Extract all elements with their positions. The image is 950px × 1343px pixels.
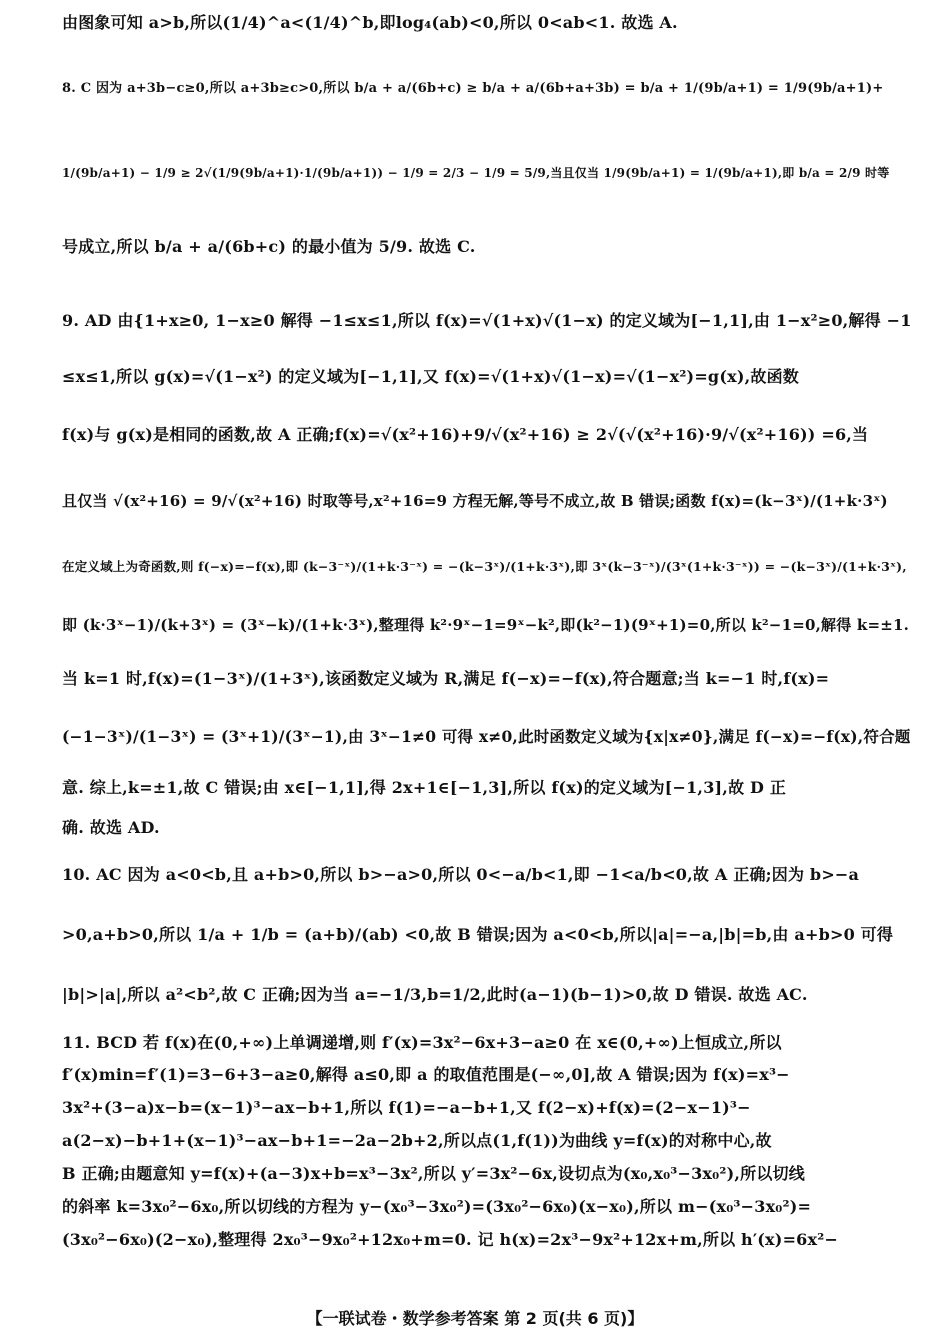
text-line: 8. C 因为 a+3b−c≥0,所以 a+3b≥c>0,所以 b/a + a/(6b+c) ≥ b/a + a/(6b+a+3b) = b/a + 1/(9b/a+1) = 1/9(9b/a+1)+ — [62, 81, 884, 96]
text-line: 3x²+(3−a)x−b=(x−1)³−ax−b+1,所以 f(1)=−a−b+1,又 f(2−x)+f(x)=(2−x−1)³− — [62, 1098, 751, 1117]
text-line: 当 k=1 时,f(x)=(1−3ˣ)/(1+3ˣ),该函数定义域为 R,满足 f(−x)=−f(x),符合题意;当 k=−1 时,f(x)= — [62, 669, 830, 688]
text-line: 10. AC 因为 a<0<b,且 a+b>0,所以 b>−a>0,所以 0<−a/b<1,即 −1<a/b<0,故 A 正确;因为 b>−a — [62, 865, 860, 884]
text-line: 9. AD 由{1+x≥0, 1−x≥0 解得 −1≤x≤1,所以 f(x)=√(1+x)√(1−x) 的定义域为[−1,1],由 1−x²≥0,解得 −1 — [62, 311, 912, 330]
text-line: (−1−3ˣ)/(1−3ˣ) = (3ˣ+1)/(3ˣ−1),由 3ˣ−1≠0 可得 x≠0,此时函数定义域为{x|x≠0},满足 f(−x)=−f(x),符合题 — [62, 727, 911, 746]
text-line: 1/(9b/a+1) − 1/9 ≥ 2√(1/9(9b/a+1)·1/(9b/a+1)) − 1/9 = 2/3 − 1/9 = 5/9,当且仅当 1/9(9b/a+1) = 1/(9b/a+1),即 b/a = 2/9 时等 — [62, 166, 890, 180]
text-line: f′(x)min=f′(1)=3−6+3−a≥0,解得 a≤0,即 a 的取值范围是(−∞,0],故 A 错误;因为 f(x)=x³− — [62, 1065, 790, 1084]
text-line: (3x₀²−6x₀)(2−x₀),整理得 2x₀³−9x₀²+12x₀+m=0. 记 h(x)=2x³−9x²+12x+m,所以 h′(x)=6x²− — [62, 1230, 839, 1249]
text-line: 由图象可知 a>b,所以(1/4)^a<(1/4)^b,即log₄(ab)<0,所以 0<ab<1. 故选 A. — [62, 13, 678, 32]
text-line: 11. BCD 若 f(x)在(0,+∞)上单调递增,则 f′(x)=3x²−6x+3−a≥0 在 x∈(0,+∞)上恒成立,所以 — [62, 1033, 782, 1052]
page-footer: 【一联试卷・数学参考答案 第 2 页(共 6 页)】 — [306, 1309, 644, 1328]
text-line: 且仅当 √(x²+16) = 9/√(x²+16) 时取等号,x²+16=9 方程无解,等号不成立,故 B 错误;函数 f(x)=(k−3ˣ)/(1+k·3ˣ) — [62, 492, 888, 510]
text-line: >0,a+b>0,所以 1/a + 1/b = (a+b)/(ab) <0,故 B 错误;因为 a<0<b,所以|a|=−a,|b|=b,由 a+b>0 可得 — [62, 925, 894, 944]
text-line: 即 (k·3ˣ−1)/(k+3ˣ) = (3ˣ−k)/(1+k·3ˣ),整理得 k²·9ˣ−1=9ˣ−k²,即(k²−1)(9ˣ+1)=0,所以 k²−1=0,解得 k=±1. — [62, 616, 910, 634]
text-line: ≤x≤1,所以 g(x)=√(1−x²) 的定义域为[−1,1],又 f(x)=√(1+x)√(1−x)=√(1−x²)=g(x),故函数 — [62, 367, 799, 386]
text-line: 在定义域上为奇函数,则 f(−x)=−f(x),即 (k−3⁻ˣ)/(1+k·3⁻ˣ) = −(k−3ˣ)/(1+k·3ˣ),即 3ˣ(k−3⁻ˣ)/(3ˣ(1+k·3⁻ˣ)) = −(k−3ˣ)/(1+k·3ˣ), — [62, 559, 907, 574]
text-line: 号成立,所以 b/a + a/(6b+c) 的最小值为 5/9. 故选 C. — [62, 237, 476, 256]
text-line: f(x)与 g(x)是相同的函数,故 A 正确;f(x)=√(x²+16)+9/√(x²+16) ≥ 2√(√(x²+16)·9/√(x²+16)) =6,当 — [62, 425, 869, 444]
text-line: B 正确;由题意知 y=f(x)+(a−3)x+b=x³−3x²,所以 y′=3x²−6x,设切点为(x₀,x₀³−3x₀²),所以切线 — [62, 1164, 805, 1183]
text-line: 意. 综上,k=±1,故 C 错误;由 x∈[−1,1],得 2x+1∈[−1,3],所以 f(x)的定义域为[−1,3],故 D 正 — [62, 778, 787, 797]
text-line: 确. 故选 AD. — [62, 818, 160, 837]
text-line: |b|>|a|,所以 a²<b²,故 C 正确;因为当 a=−1/3,b=1/2,此时(a−1)(b−1)>0,故 D 错误. 故选 AC. — [62, 985, 808, 1004]
text-line: a(2−x)−b+1+(x−1)³−ax−b+1=−2a−2b+2,所以点(1,f(1))为曲线 y=f(x)的对称中心,故 — [62, 1131, 772, 1150]
text-line: 的斜率 k=3x₀²−6x₀,所以切线的方程为 y−(x₀³−3x₀²)=(3x₀²−6x₀)(x−x₀),所以 m−(x₀³−3x₀²)= — [62, 1197, 812, 1216]
